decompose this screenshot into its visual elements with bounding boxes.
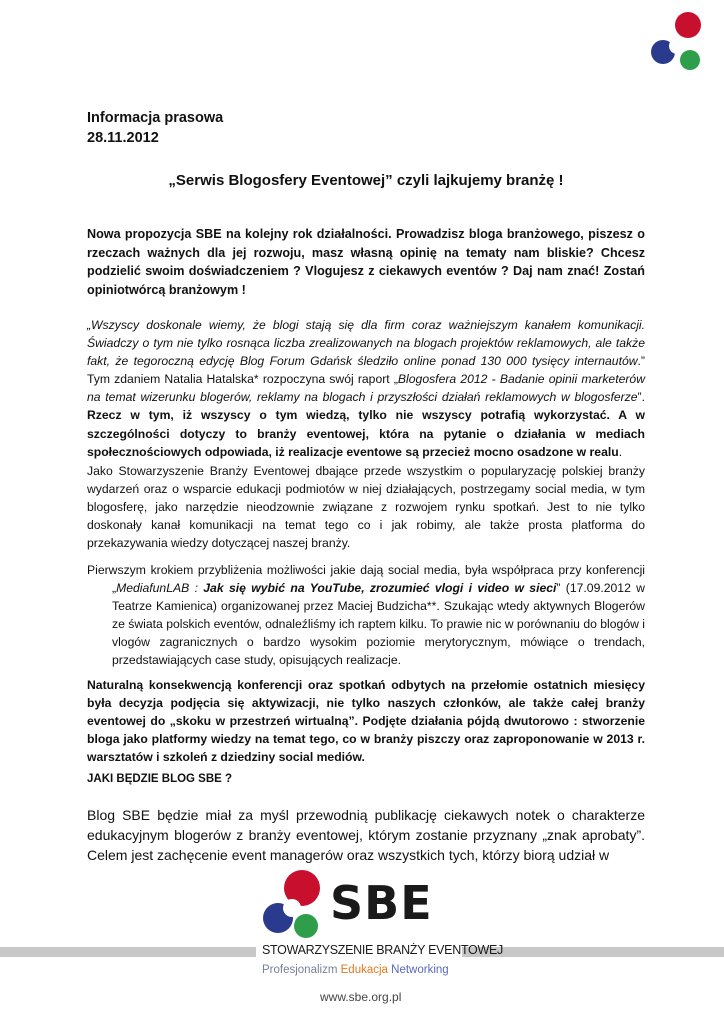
paragraph-3-rest: ” (17.09.2012 w Teatrze Kamienica) organizowanej przez Maciej Budzicha**. Szukając wtedy aktywnych Blogerów ze świata polskich eventów, odnaleźliśmy ich raptem kilku. To prawie nic w porównaniu do blogów i vlogów zagranicznych o bardzo wysokim poziomie merytorycznym, mówiące o trendach, przedstawiających case study, opisujących realizacje. xyxy=(112,581,645,668)
paragraph-3 xyxy=(87,561,645,670)
paragraph-4-text: Naturalną konsekwencją konferencji oraz spotkań odbytych na przełomie ostatnich miesięcy była decyzja podjęcia się aktywizacji, nie tylko naszych członków, ale także całej branży eventowej do „skoku w przestrzeń wirtualną”. Podjęte działania pójdą dwutorowo : stworzenie bloga jako platformy wiedzy na temat tego, co w branży piszczy oraz zaproponowanie w 2013 r. warsztatów i szkoleń z dziedziny social mediów. xyxy=(87,678,645,765)
paragraph-4 xyxy=(87,676,645,766)
conference-name: MediafunLAB : xyxy=(116,581,204,596)
motto-profesjonalizm: Profesjonalizm xyxy=(262,964,338,976)
motto-networking: Networking xyxy=(391,964,449,976)
paragraph-1 xyxy=(87,316,645,461)
report-after: ”. xyxy=(637,390,645,405)
press-header xyxy=(87,108,223,148)
paragraph-5-text: Blog SBE będzie miał za myśl przewodnią publikację ciekawych notek o charakterze edukacyjnym blogerów z branży eventowej, którym zostanie przyznany „znak aprobaty”. Celem jest zachęcenie event managerów oraz wszystkich tych, którzy biorą udział w xyxy=(87,807,645,863)
paragraph-3-start: Pierwszym krokiem przybliżenia możliwości jakie dają social media, była współpraca przy konferencji „ xyxy=(87,563,645,596)
paragraph-5 xyxy=(87,805,645,865)
section-heading xyxy=(87,773,645,785)
sbe-logo-text: SBE xyxy=(330,876,433,930)
motto xyxy=(262,964,449,976)
page-title: „Serwis Blogosfery Eventowej” czyli lajkujemy branżę ! xyxy=(168,172,564,189)
paragraph-1-end: . xyxy=(618,444,623,459)
press-label: Informacja prasowa xyxy=(87,110,224,126)
paragraph-2 xyxy=(87,462,645,552)
press-date: 28.11.2012 xyxy=(87,130,159,146)
report-title: Blogosfera 2012 - Badanie opinii marketerów na temat wizerunku blogerów, reklamy na blogach i przyszłości działań reklamowych w blogosferze xyxy=(87,372,646,405)
conference-title: Jak się wybić na YouTube, zrozumieć vlogi i video w sieci xyxy=(203,581,557,596)
quote-text: „Wszyscy doskonale wiemy, że blogi stają się dla firm coraz ważniejszym kanałem komunikacji. Świadczy o tym nie tylko rosnąca liczba zrealizowanych na blogach projektów reklamowych, ale także fakt, że tegoroczną edycję Blog Forum Gdańsk śledziło online ponad 130 000 tysięcy internautów xyxy=(87,318,645,369)
paragraph-2-text: Jako Stowarzyszenie Branży Eventowej dbające przede wszystkim o popularyzację polskiej branży wydarzeń oraz o wsparcie edukacji podmiotów w niej działających, postrzegamy social media, w tym blogosferę, jako narzędzie nieodzownie związane z rozwojem rynku spotkań. Jest to nie tylko doskonały kanał komunikacji na temat tego co i jak robimy, ale także prosta platforma do przekazywania wiedzy dotyczącej naszej branży. xyxy=(87,464,645,551)
sbe-logo-icon xyxy=(646,8,708,74)
bold-statement: Rzecz w tym, iż wszyscy o tym wiedzą, tylko nie wszyscy potrafią wykorzystać. A w szczególności dotyczy to branży eventowej, która na pytanie o działania w mediach społecznościowych odpowiada, iż realizacje eventowe są przecież mocno osadzone w realu xyxy=(87,408,645,459)
motto-edukacja: Edukacja xyxy=(340,964,388,976)
quote-after: .” Tym zdaniem Natalia Hatalska* rozpoczyna swój raport „ xyxy=(87,354,645,387)
association-name: STOWARZYSZENIE BRANŻY EVENTOWEJ xyxy=(262,943,503,957)
intro-paragraph xyxy=(87,225,645,299)
website-link[interactable]: www.sbe.org.pl xyxy=(320,990,402,1004)
intro-text: Nowa propozycja SBE na kolejny rok działalności. Prowadzisz bloga branżowego, piszesz o rzeczach ważnych dla jej rozwoju, masz własną opinię na tematy nam bliskie? Chcesz podzielić swoim doświadczeniem ? Vlogujesz z ciekawych eventów ? Daj nam znać! Zostań opiniotwórcą branżowym ! xyxy=(87,227,645,297)
section-heading-text: JAKI BĘDZIE BLOG SBE ? xyxy=(87,773,233,785)
